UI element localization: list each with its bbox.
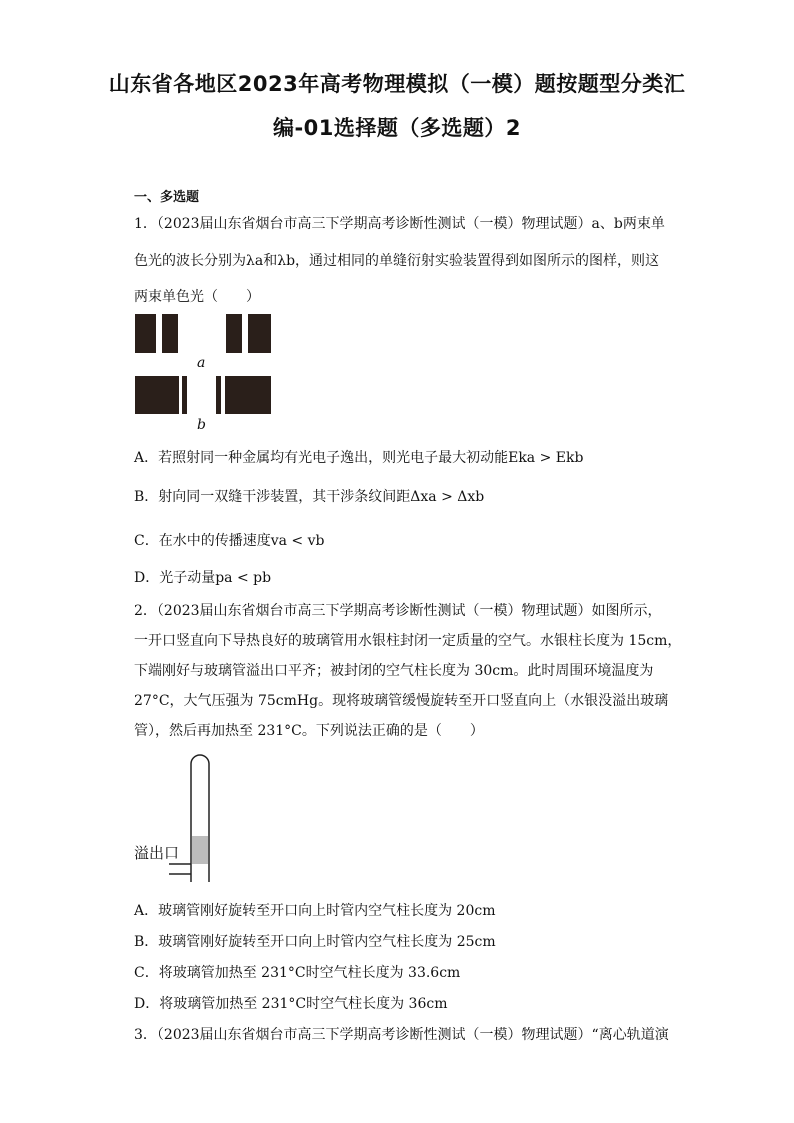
document-title-line2: 编-01选择题（多选题）2 bbox=[272, 116, 522, 140]
section-heading: 一、多选题 bbox=[134, 190, 200, 205]
q2-option-b[interactable]: B．玻璃管刚好旋转至开口向上时管内空气柱长度为 25cm bbox=[134, 934, 496, 950]
mercury-column bbox=[192, 836, 208, 864]
pattern-a bbox=[135, 314, 271, 353]
overflow-outlet-label: 溢出口 bbox=[134, 844, 180, 862]
q1-line2: 色光的波长分别为λa和λb，通过相同的单缝衍射实验装置得到如图所示的图样，则这 bbox=[134, 253, 660, 269]
q1-option-b[interactable]: B．射向同一双缝干涉装置，其干涉条纹间距Δxa > Δxb bbox=[134, 489, 485, 505]
q1-line1: 1．（2023届山东省烟台市高三下学期高考诊断性测试（一模）物理试题）a、b两束单 bbox=[134, 216, 665, 232]
figure-label-b: b bbox=[197, 417, 206, 433]
q1-option-d[interactable]: D．光子动量pa < pb bbox=[134, 570, 272, 586]
q2-line5: 管），然后再加热至 231°C。下列说法正确的是（ ） bbox=[134, 723, 484, 739]
pattern-b bbox=[135, 376, 271, 414]
q2-line3: 下端刚好与玻璃管溢出口平齐；被封闭的空气柱长度为 30cm。此时周围环境温度为 bbox=[134, 663, 654, 679]
document-title-line1: 山东省各地区2023年高考物理模拟（一模）题按题型分类汇 bbox=[108, 72, 686, 96]
q2-line1: 2．（2023届山东省烟台市高三下学期高考诊断性测试（一模）物理试题）如图所示， bbox=[134, 603, 662, 619]
q1-option-a[interactable]: A．若照射同一种金属均有光电子逸出，则光电子最大初动能Eka > Ekb bbox=[134, 450, 584, 466]
q2-line2: 一开口竖直向下导热良好的玻璃管用水银柱封闭一定质量的空气。水银柱长度为 15cm， bbox=[134, 633, 682, 649]
q3-line1: 3．（2023届山东省烟台市高三下学期高考诊断性测试（一模）物理试题）“离心轨道演 bbox=[134, 1027, 669, 1043]
q1-line3: 两束单色光（ ） bbox=[134, 289, 260, 305]
figure-label-a: a bbox=[197, 355, 206, 371]
q2-option-c[interactable]: C．将玻璃管加热至 231°C时空气柱长度为 33.6cm bbox=[134, 965, 461, 981]
q2-line4: 27°C，大气压强为 75cmHg。现将玻璃管缓慢旋转至开口竖直向上（水银没溢出玻璃 bbox=[134, 693, 669, 709]
q2-option-a[interactable]: A．玻璃管刚好旋转至开口向上时管内空气柱长度为 20cm bbox=[134, 903, 496, 919]
q2-option-d[interactable]: D．将玻璃管加热至 231°C时空气柱长度为 36cm bbox=[134, 996, 448, 1012]
q1-option-c[interactable]: C．在水中的传播速度va < vb bbox=[134, 533, 325, 549]
glass-tube-figure bbox=[165, 752, 225, 884]
